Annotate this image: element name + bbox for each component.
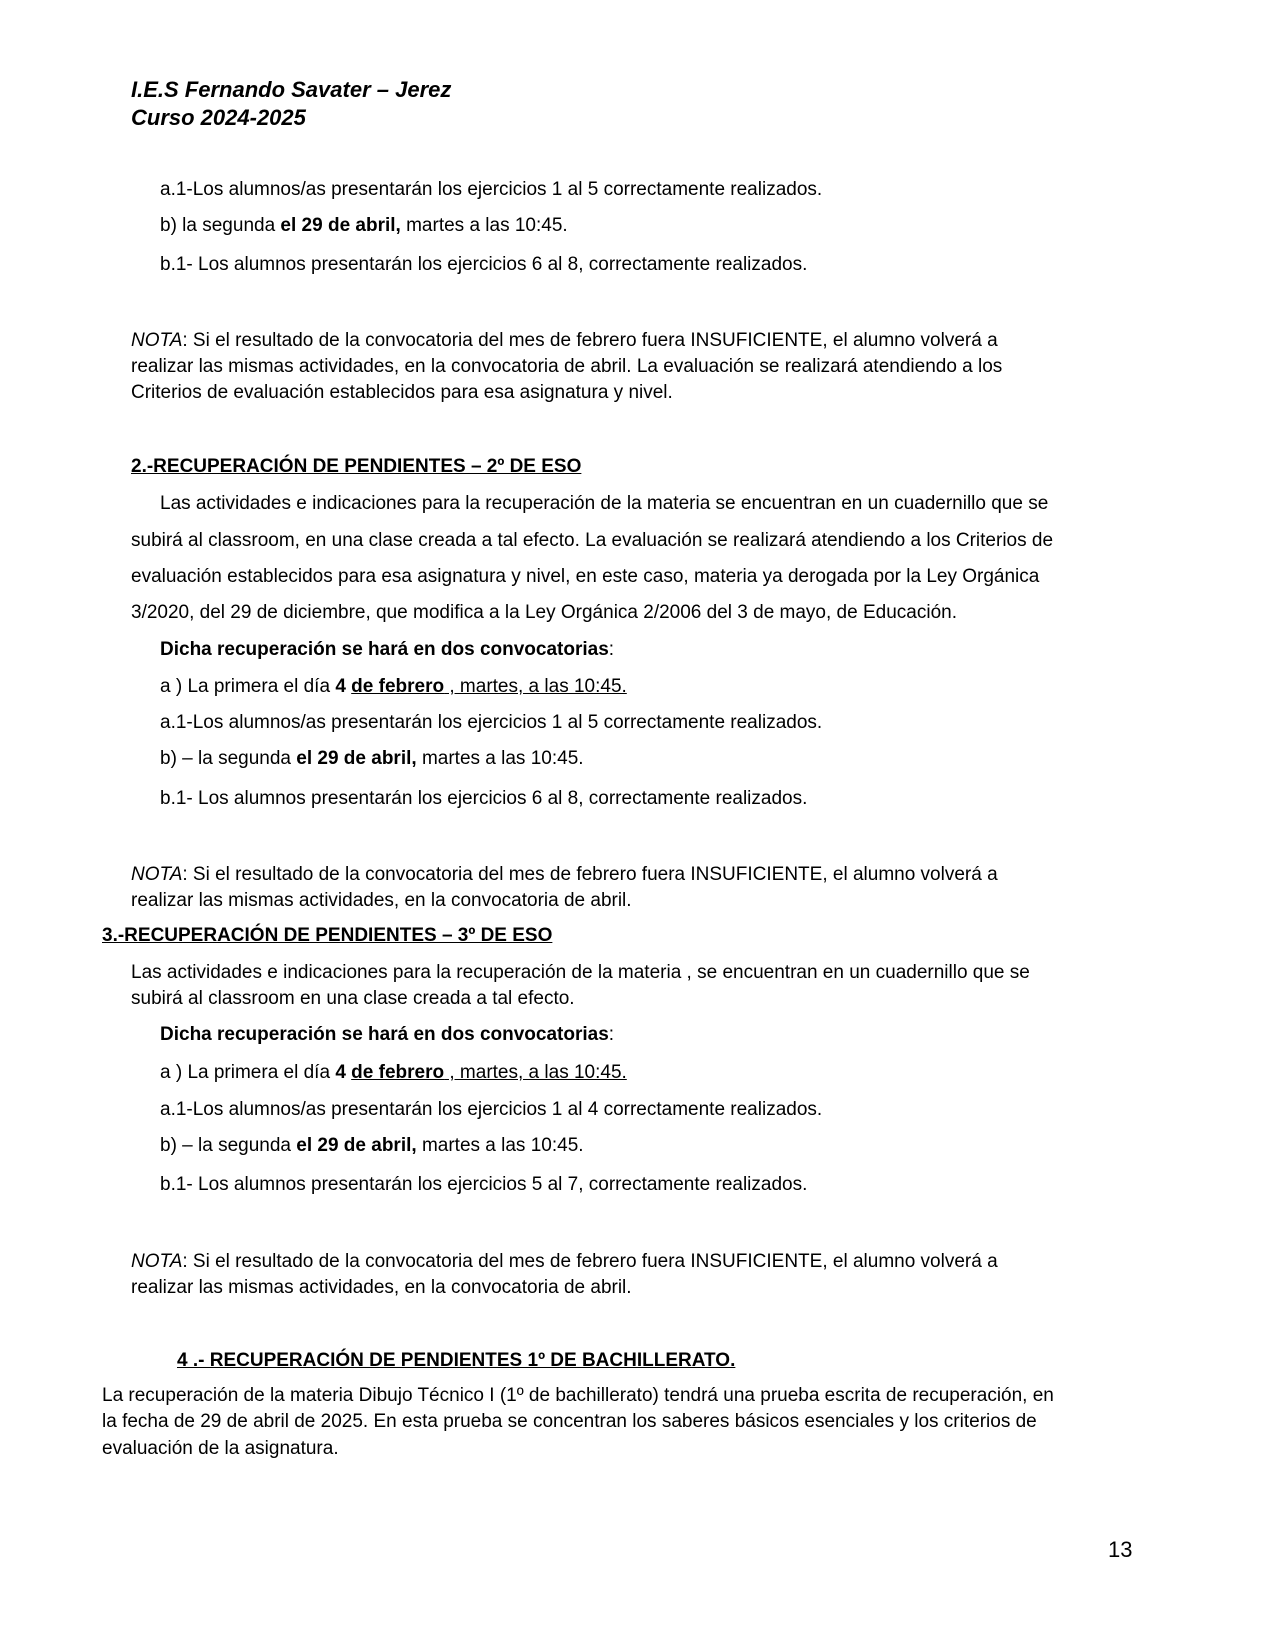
s2-para-line2: subirá al classroom, en una clase creada a tal efecto. La evaluación se realizará atendiendo a los Criterios de xyxy=(131,530,1054,551)
s3-convocatorias-label: Dicha recuperación se hará en dos convocatorias xyxy=(160,1024,609,1045)
s3-heading: 3.-RECUPERACIÓN DE PENDIENTES – 3º DE ESO xyxy=(102,925,553,946)
s1-item-b xyxy=(160,214,568,238)
s2-para-line3: evaluación establecidos para esa asignatura y nivel, en este caso, materia ya derogada por la Ley Orgánica xyxy=(131,566,1040,587)
s2-para-line4: 3/2020, del 29 de diciembre, que modifica a la Ley Orgánica 2/2006 del 3 de mayo, de Educación. xyxy=(131,602,957,623)
s1-note-text1: : Si el resultado de la convocatoria del mes de febrero fuera INSUFICIENTE, el alumno volverá a xyxy=(182,330,998,351)
s2-note-line1 xyxy=(131,863,998,887)
s2-note-label: NOTA xyxy=(131,864,183,885)
s3-item-b1: b.1- Los alumnos presentarán los ejercicios 5 al 7, correctamente realizados. xyxy=(160,1174,808,1195)
s1-item-b1: b.1- Los alumnos presentarán los ejercicios 6 al 8, correctamente realizados. xyxy=(160,254,808,275)
s3-note-text1: : Si el resultado de la convocatoria del mes de febrero fuera INSUFICIENTE, el alumno volverá a xyxy=(182,1251,998,1272)
school-name: I.E.S Fernando Savater – Jerez xyxy=(131,77,452,102)
s3-a-post: , martes, a las 10:45. xyxy=(444,1062,627,1083)
s3-a-day: 4 xyxy=(335,1062,352,1083)
s3-b-post: martes a las 10:45. xyxy=(416,1135,584,1156)
s2-item-b1: b.1- Los alumnos presentarán los ejercicios 6 al 8, correctamente realizados. xyxy=(160,788,808,809)
s2-b-post: martes a las 10:45. xyxy=(416,748,584,769)
s2-a-pre: a ) La primera el día xyxy=(160,676,336,697)
s2-convocatorias-label: Dicha recuperación se hará en dos convocatorias xyxy=(160,639,609,660)
s3-item-a xyxy=(160,1061,627,1085)
s2-convocatorias xyxy=(160,638,614,662)
s3-a-month: de febrero xyxy=(351,1062,445,1083)
s3-convocatorias-colon: : xyxy=(608,1024,615,1045)
s1-note-label: NOTA xyxy=(131,330,183,351)
s1-b-date: el 29 de abril, xyxy=(280,215,401,236)
s2-item-a xyxy=(160,675,627,699)
s2-item-b xyxy=(160,747,584,771)
s2-heading: 2.-RECUPERACIÓN DE PENDIENTES – 2º DE ESO xyxy=(131,456,582,477)
s2-note-line2: realizar las mismas actividades, en la convocatoria de abril. xyxy=(131,890,632,911)
s2-b-date: el 29 de abril, xyxy=(296,748,417,769)
s3-b-pre: b) – la segunda xyxy=(160,1135,297,1156)
s4-para-line2: la fecha de 29 de abril de 2025. En esta prueba se concentran los saberes básicos esenciales y los criterios de xyxy=(102,1411,1037,1432)
s4-para-line3: evaluación de la asignatura. xyxy=(102,1438,339,1459)
s2-a-day: 4 xyxy=(335,676,352,697)
s3-note-line1 xyxy=(131,1250,998,1274)
s3-item-a1: a.1-Los alumnos/as presentarán los ejercicios 1 al 4 correctamente realizados. xyxy=(160,1099,823,1120)
s3-para-line1: Las actividades e indicaciones para la recuperación de la materia , se encuentran en un cuadernillo que se xyxy=(131,962,1030,983)
s1-note-line3: Criterios de evaluación establecidos para esa asignatura y nivel. xyxy=(131,382,673,403)
s2-note-text1: : Si el resultado de la convocatoria del mes de febrero fuera INSUFICIENTE, el alumno volverá a xyxy=(182,864,998,885)
s2-convocatorias-colon: : xyxy=(608,639,615,660)
s3-b-date: el 29 de abril, xyxy=(296,1135,417,1156)
s3-a-pre: a ) La primera el día xyxy=(160,1062,336,1083)
page-number: 13 xyxy=(1108,1537,1133,1562)
s1-item-a1: a.1-Los alumnos/as presentarán los ejercicios 1 al 5 correctamente realizados. xyxy=(160,179,823,200)
s2-a-post: , martes, a las 10:45. xyxy=(444,676,627,697)
s3-convocatorias xyxy=(160,1023,614,1047)
s1-b-pre: b) la segunda xyxy=(160,215,281,236)
s1-b-post: martes a las 10:45. xyxy=(400,215,568,236)
course-year: Curso 2024-2025 xyxy=(131,105,306,130)
s3-note-line2: realizar las mismas actividades, en la convocatoria de abril. xyxy=(131,1277,632,1298)
s2-item-a1: a.1-Los alumnos/as presentarán los ejercicios 1 al 5 correctamente realizados. xyxy=(160,712,823,733)
s4-para-line1: La recuperación de la materia Dibujo Técnico I (1º de bachillerato) tendrá una prueba escrita de recuperación, en xyxy=(102,1385,1054,1406)
s3-note-label: NOTA xyxy=(131,1251,183,1272)
s2-para-line1: Las actividades e indicaciones para la recuperación de la materia se encuentran en un cuadernillo que se xyxy=(160,493,1049,514)
s4-heading: 4 .- RECUPERACIÓN DE PENDIENTES 1º DE BACHILLERATO. xyxy=(177,1350,736,1371)
s2-a-month: de febrero xyxy=(351,676,445,697)
s3-para-line2: subirá al classroom en una clase creada a tal efecto. xyxy=(131,988,575,1009)
s1-note-line2: realizar las mismas actividades, en la convocatoria de abril. La evaluación se realizará atendiendo a los xyxy=(131,356,1003,377)
s1-note-line1 xyxy=(131,329,998,353)
s2-b-pre: b) – la segunda xyxy=(160,748,297,769)
s3-item-b xyxy=(160,1134,584,1158)
